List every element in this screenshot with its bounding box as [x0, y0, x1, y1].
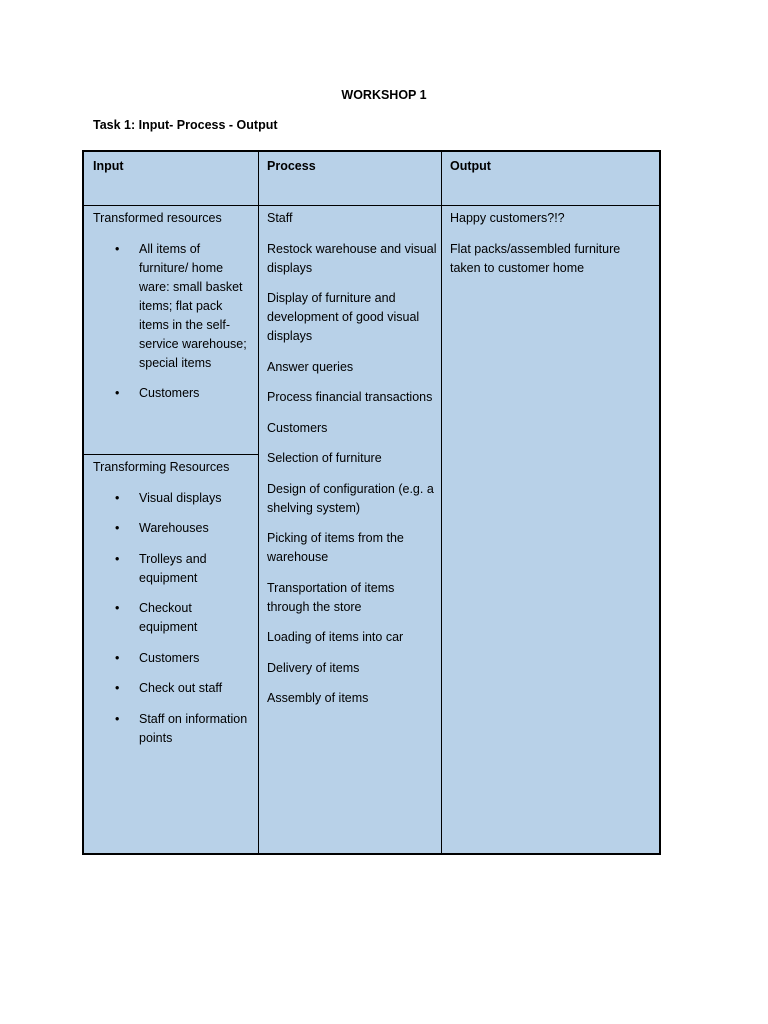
list-item-text: All items of furniture/ home ware: small basket items; flat pack items in the self-service warehouse; special items — [139, 241, 247, 370]
process-cell — [267, 209, 437, 720]
header-input: Input — [93, 159, 124, 173]
process-item: Staff — [267, 211, 293, 225]
process-item: Selection of furniture — [267, 451, 382, 465]
output-item: Flat packs/assembled furniture taken to customer home — [450, 241, 621, 275]
header-row-divider — [84, 205, 659, 206]
process-item: Customers — [267, 420, 328, 435]
list-item — [93, 384, 251, 403]
column-divider — [441, 152, 442, 853]
list-item-text: Customers — [139, 650, 200, 665]
list-item — [93, 679, 251, 698]
bullet-icon: • — [115, 241, 120, 256]
input-transformed-cell — [93, 209, 251, 415]
process-item: Assembly of items — [267, 691, 369, 705]
transformed-resources-label: Transformed resources — [93, 211, 222, 225]
transforming-resources-label: Transforming Resources — [93, 460, 230, 474]
process-item: Delivery of items — [267, 660, 360, 675]
header-output: Output — [450, 159, 491, 173]
transformed-resources-list — [93, 240, 251, 404]
list-item — [93, 550, 251, 588]
input-section-divider — [84, 454, 258, 455]
bullet-icon: • — [115, 681, 120, 695]
process-item: Restock warehouse and visual displays — [267, 241, 437, 275]
bullet-icon: • — [115, 551, 120, 566]
column-divider — [258, 152, 259, 853]
list-item — [93, 489, 251, 508]
list-item — [93, 649, 251, 668]
list-item-text: Warehouses — [139, 521, 209, 535]
list-item — [93, 710, 251, 748]
bullet-icon: • — [115, 386, 120, 400]
process-item: Process financial transactions — [267, 390, 433, 404]
list-item-text: Check out staff — [139, 681, 223, 695]
list-item — [93, 599, 251, 637]
bullet-icon: • — [115, 521, 120, 535]
list-item — [93, 519, 251, 538]
list-item-text: Customers — [139, 386, 200, 400]
output-cell — [450, 209, 650, 289]
document-title: WORKSHOP 1 — [341, 88, 427, 102]
list-item-text: Staff on information points — [139, 711, 248, 745]
input-transforming-cell — [93, 458, 251, 759]
list-item-text: Trolleys and equipment — [139, 551, 207, 585]
bullet-icon: • — [115, 601, 120, 615]
process-item: Answer queries — [267, 359, 354, 374]
list-item-text: Visual displays — [139, 490, 222, 505]
list-item — [93, 240, 251, 373]
task-heading: Task 1: Input- Process - Output — [93, 118, 278, 132]
transforming-resources-list — [93, 489, 251, 748]
output-item: Happy customers?!? — [450, 211, 565, 225]
process-item: Display of furniture and development of good visual displays — [267, 291, 420, 343]
bullet-icon: • — [115, 490, 120, 505]
bullet-icon: • — [115, 650, 120, 665]
process-item: Picking of items from the warehouse — [267, 531, 404, 564]
process-item: Loading of items into car — [267, 630, 404, 644]
bullet-icon: • — [115, 711, 120, 726]
process-item: Transportation of items through the store — [267, 580, 395, 614]
ipo-table — [82, 150, 661, 855]
process-item: Design of configuration (e.g. a shelving system) — [267, 481, 434, 515]
list-item-text: Checkout equipment — [139, 601, 198, 634]
header-process: Process — [267, 159, 316, 173]
